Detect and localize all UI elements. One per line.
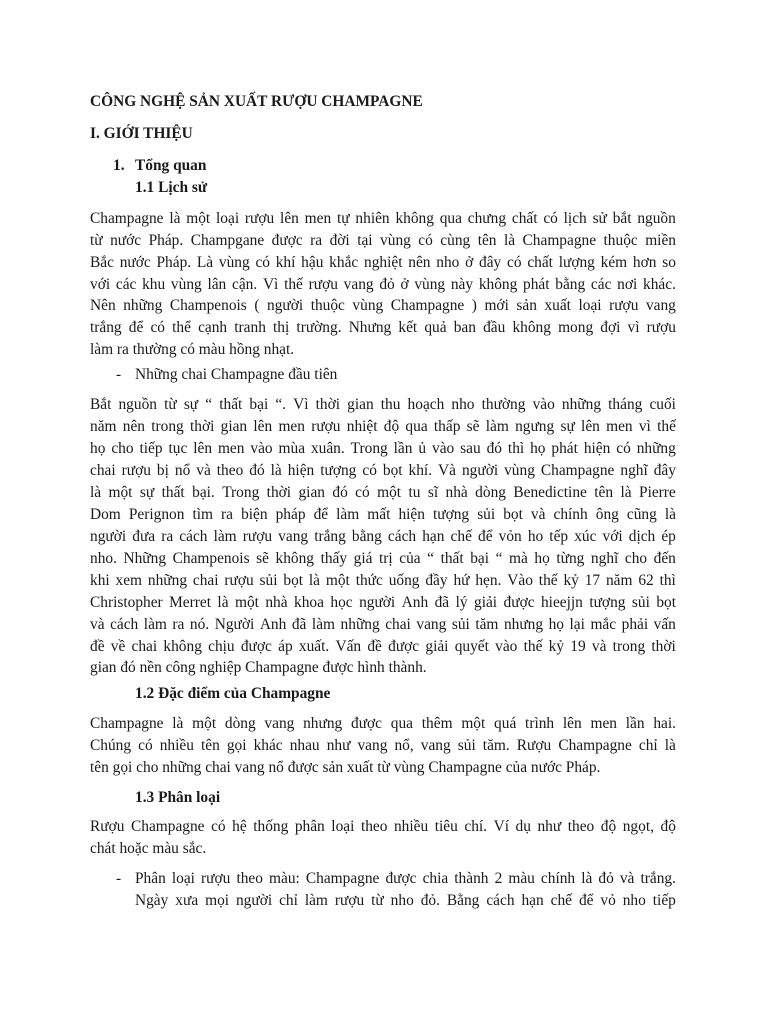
paragraph-line: người đưa ra cách làm rượu vang trắng bằng cách hạn chế để vỏn ho tếp xúc với dịch ép	[90, 528, 676, 545]
paragraph-line: Christopher Merret là một nhà khoa học người Anh đã lý giải được hieejjn tượng sủi bọt	[90, 594, 676, 611]
paragraph-line: đề về chai không chịu được áp xuất. Vấn đề được giải quyết vào thế kỷ 19 và trong thời	[90, 638, 676, 655]
paragraph-line: năm nên trong thời gian lên men rượu nhiệt độ qua thấp sẽ làm ngưng sự lên men vì thế	[90, 418, 676, 435]
paragraph-line: với các khu vùng lân cận. Vì thế rượu vang đỏ ở vùng này không phát bằng các nơi khác.	[90, 276, 676, 293]
paragraph-line: Nên những Champenois ( người thuộc vùng Champagne ) mới sản xuất loại rượu vang	[90, 297, 676, 314]
paragraph-line: khi xem những chai rượu sủi bọt là một thức uống đầy hứ hẹn. Vào thế kỷ 17 năm 62 thì	[90, 572, 676, 589]
bullet-line: Phân loại rượu theo màu: Champagne được chia thành 2 màu chính là đỏ và trắng.	[135, 870, 676, 887]
section-heading: I. GIỚI THIỆU	[90, 125, 193, 142]
paragraph-line: làm ra thường có màu hồng nhạt.	[90, 341, 295, 358]
paragraph-line: họ cho tiếp tục lên men vào mùa xuân. Trong lần ủ vào sau đó thì họ phát hiện có những	[90, 440, 676, 457]
subsection-heading: Tổng quan	[135, 157, 207, 174]
bullet-dash: -	[116, 870, 122, 887]
document-title: CÔNG NGHỆ SẢN XUẤT RƯỢU CHAMPAGNE	[90, 93, 423, 110]
subsection-heading: 1.1 Lịch sử	[135, 179, 208, 196]
subsection-heading: 1.3 Phân loại	[135, 789, 221, 806]
subsection-number: 1.	[113, 157, 125, 174]
paragraph-line: Bắc nước Pháp. Là vùng có khí hậu khắc nghiệt nên nho ở đây có chất lượng kém hơn so	[90, 254, 676, 271]
paragraph-line: nho. Những Champenois sẽ không thấy giá trị của “ thất bại “ mà họ từng nghĩ cho đến	[90, 550, 676, 567]
paragraph-line: trắng để có thể cạnh tranh thị trường. Nhưng kết quả ban đầu không mong đợi vì rượu	[90, 319, 676, 336]
paragraph-line: Chúng có nhiều tên gọi khác nhau như vang nổ, vang sủi tăm. Rượu Champagne chỉ là	[90, 737, 676, 754]
bullet-line: Ngày xưa mọi người chỉ làm rượu từ nho đỏ. Bằng cách hạn chế để vỏ nho tiếp	[135, 892, 676, 909]
paragraph-line: chát hoặc màu sắc.	[90, 840, 207, 857]
paragraph-line: Dom Perignon tìm ra biện pháp để làm mất hiện tượng sủi bọt và chính ông cũng là	[90, 506, 676, 523]
paragraph-line: và cách làm ra nó. Người Anh đã làm những chai vang sủi tăm nhưng họ lại mắc phải vấn	[90, 616, 676, 633]
paragraph-line: Rượu Champagne có hệ thống phân loại theo nhiều tiêu chí. Ví dụ như theo độ ngọt, độ	[90, 818, 676, 835]
paragraph-line: Champagne là một dòng vang nhưng được qua thêm một quá trình lên men lần hai.	[90, 715, 676, 732]
paragraph-line: tên gọi cho những chai vang nổ được sản xuất từ vùng Champagne của nước Pháp.	[90, 759, 601, 776]
paragraph-line: gian đó nền công nghiệp Champagne được hình thành.	[90, 659, 427, 676]
subsection-heading: 1.2 Đặc điểm của Champagne	[135, 685, 331, 702]
paragraph-line: chai rượu bị nổ và theo đó là hiện tượng có bọt khí. Và người vùng Champagne nghĩ đây	[90, 462, 676, 479]
paragraph-line: là một sự thất bại. Trong thời gian đó có một tu sĩ nhà dòng Benedictine tên là Pierre	[90, 484, 676, 501]
bullet-dash: -	[116, 366, 122, 383]
paragraph-line: Bắt nguồn từ sự “ thất bại “. Vì thời gian thu hoạch nho thường vào những tháng cuối	[90, 396, 676, 413]
bullet-text: Những chai Champagne đầu tiên	[135, 366, 338, 383]
paragraph-line: Champagne là một loại rượu lên men tự nhiên không qua chưng chất có lịch sử bắt nguồn	[90, 210, 676, 227]
paragraph-line: từ nước Pháp. Champgane được ra đời tại vùng có cùng tên là Champagne thuộc miền	[90, 232, 676, 249]
